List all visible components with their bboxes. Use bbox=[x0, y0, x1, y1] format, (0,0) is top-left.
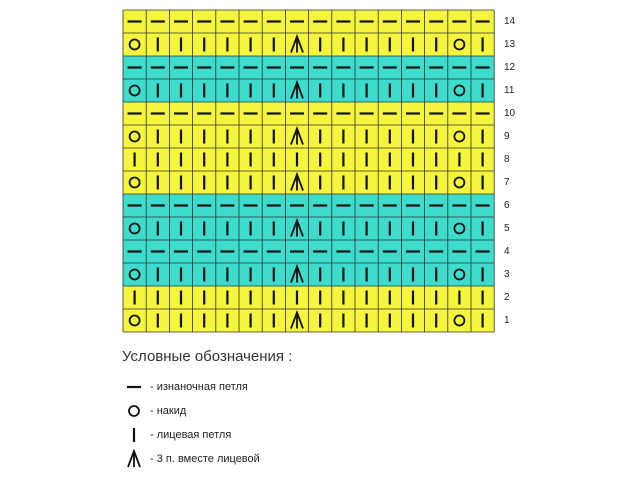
legend-label: - накид bbox=[150, 405, 187, 417]
row-number: 2 bbox=[504, 291, 510, 303]
row-number: 8 bbox=[504, 153, 510, 165]
row-number: 12 bbox=[504, 61, 516, 73]
row-number: 7 bbox=[504, 176, 510, 188]
legend-item bbox=[124, 401, 186, 421]
legend-title: Условные обозначения : bbox=[122, 348, 293, 365]
row-number: 3 bbox=[504, 268, 510, 280]
row-number: 10 bbox=[504, 107, 516, 119]
row-number: 14 bbox=[504, 15, 516, 27]
legend-label: - изнаночная петля bbox=[150, 381, 248, 393]
legend-item bbox=[124, 377, 248, 397]
purl-dash-icon bbox=[124, 377, 144, 397]
row-number: 6 bbox=[504, 199, 510, 211]
legend-label: - лицевая петля bbox=[150, 429, 232, 441]
knit-vertical-bar-icon bbox=[124, 425, 144, 445]
yarn-over-circle-icon bbox=[124, 401, 144, 421]
legend-item bbox=[124, 425, 231, 445]
legend-item bbox=[124, 449, 260, 469]
row-number: 13 bbox=[504, 38, 516, 50]
row-number: 5 bbox=[504, 222, 510, 234]
row-number: 9 bbox=[504, 130, 510, 142]
row-number: 4 bbox=[504, 245, 510, 257]
k3tog-arrow-icon bbox=[124, 449, 144, 469]
row-number: 11 bbox=[504, 84, 515, 96]
legend-label: - 3 п. вместе лицевой bbox=[150, 453, 260, 465]
row-number: 1 bbox=[504, 314, 510, 326]
